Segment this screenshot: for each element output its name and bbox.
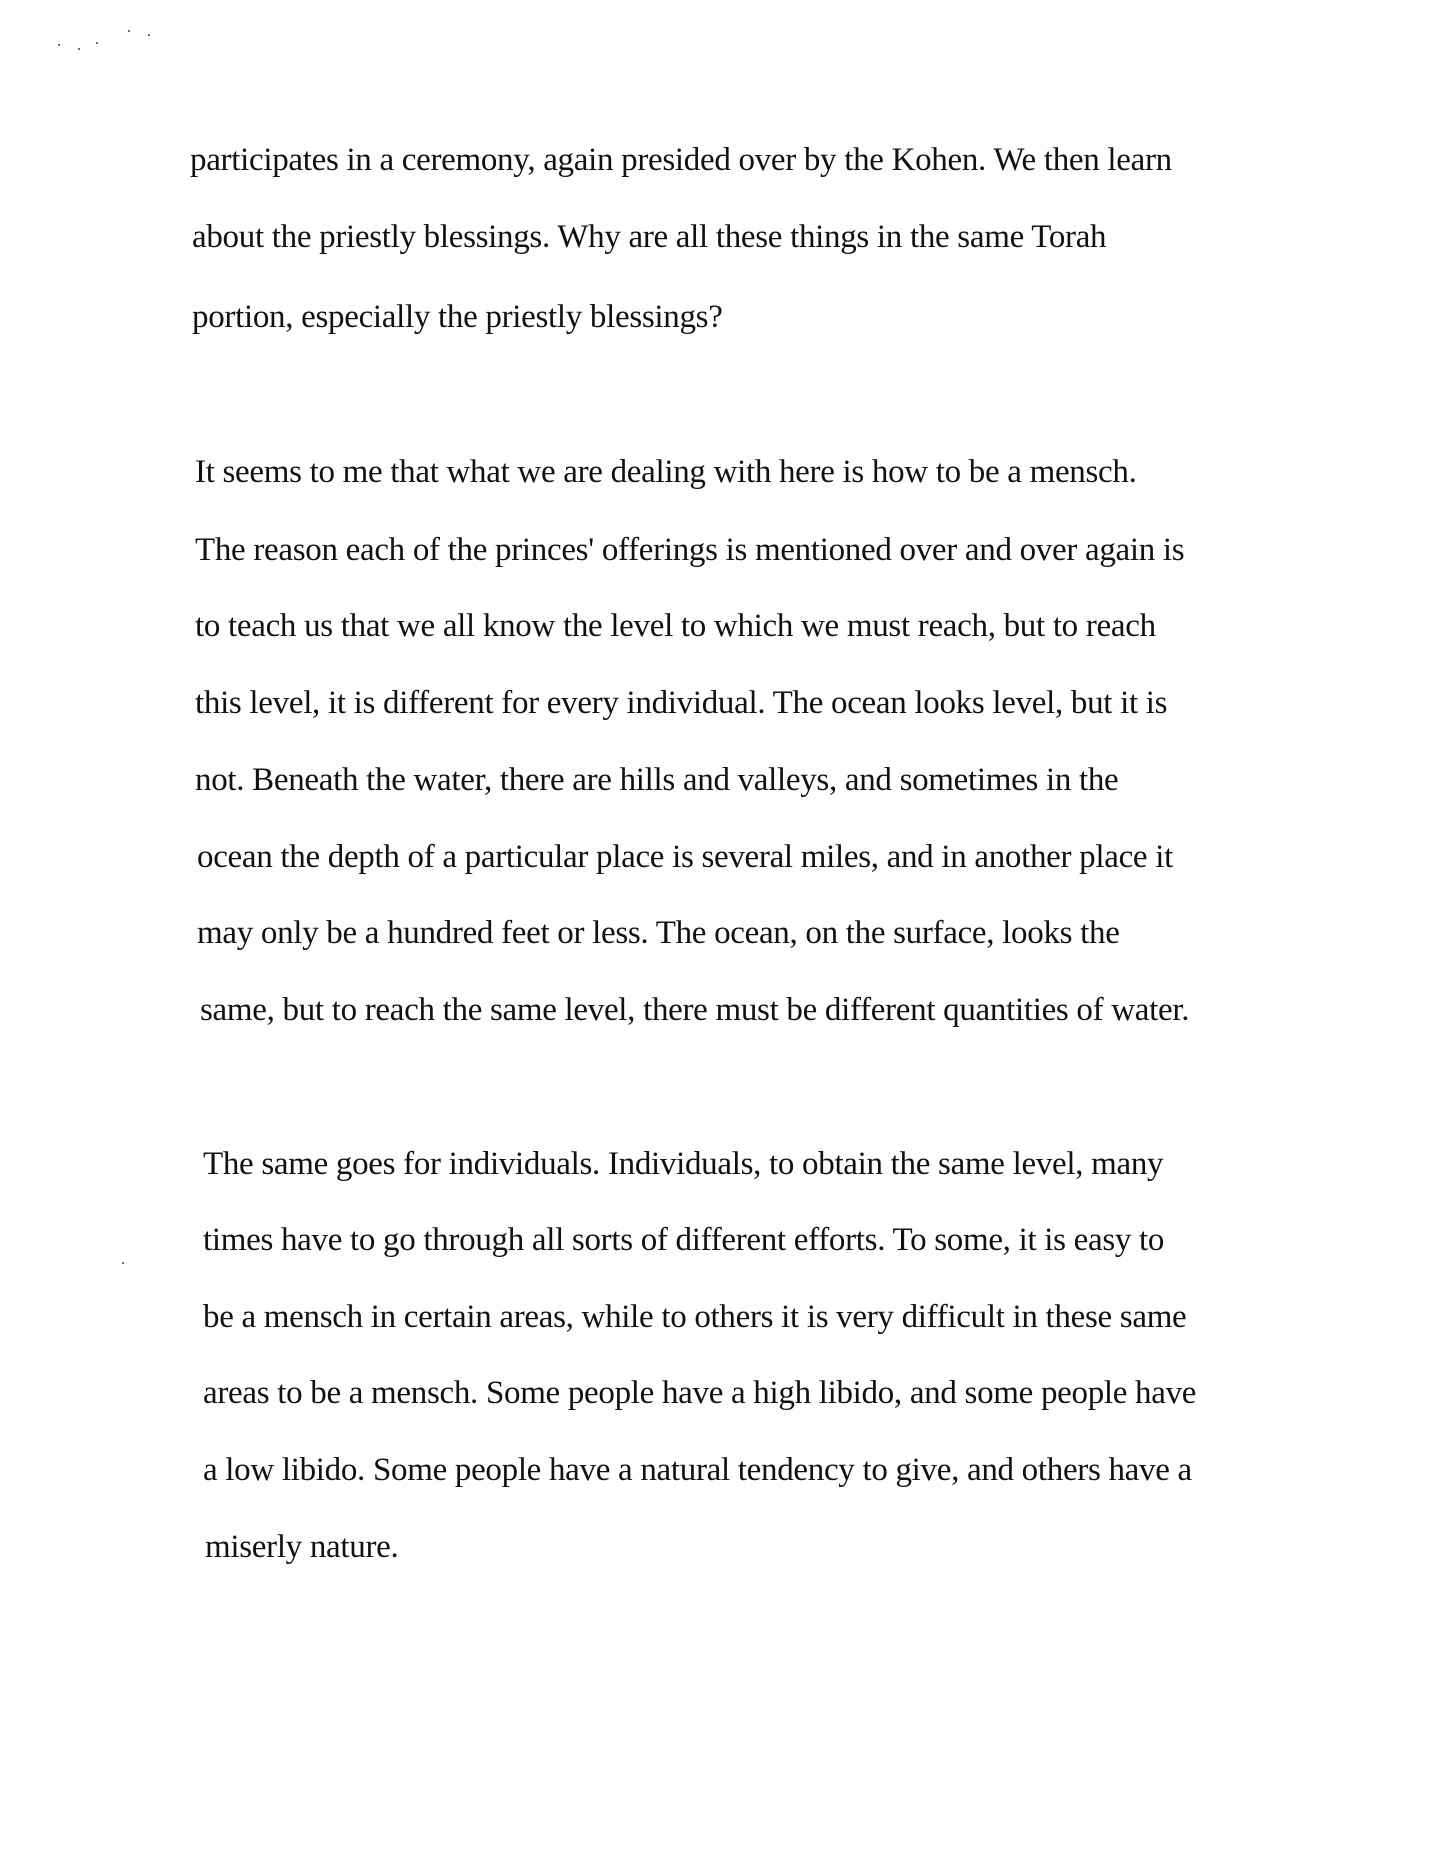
text-line: same, but to reach the same level, there must be different quantities of water.: [200, 992, 1190, 1028]
text-line: this level, it is different for every individual. The ocean looks level, but it is: [195, 685, 1168, 721]
text-line: areas to be a mensch. Some people have a high libido, and some people have: [203, 1375, 1197, 1411]
text-line: be a mensch in certain areas, while to others it is very difficult in these same: [203, 1299, 1187, 1335]
scan-speck: [128, 30, 130, 32]
text-line: ocean the depth of a particular place is several miles, and in another place it: [197, 839, 1173, 875]
scan-speck: [58, 44, 60, 46]
text-line: The reason each of the princes' offerings is mentioned over and over again is: [195, 532, 1185, 568]
scan-speck: [148, 34, 150, 36]
scan-speck: [78, 48, 80, 50]
text-line: participates in a ceremony, again presided over by the Kohen. We then learn: [190, 142, 1172, 178]
text-line: The same goes for individuals. Individuals, to obtain the same level, many: [203, 1146, 1164, 1182]
text-line: may only be a hundred feet or less. The ocean, on the surface, looks the: [197, 915, 1120, 951]
text-line: times have to go through all sorts of different efforts. To some, it is easy to: [203, 1222, 1165, 1258]
text-line: portion, especially the priestly blessings?: [192, 299, 723, 335]
text-line: It seems to me that what we are dealing with here is how to be a mensch.: [195, 454, 1137, 490]
text-line: not. Beneath the water, there are hills and valleys, and sometimes in the: [195, 762, 1119, 798]
text-line: to teach us that we all know the level to which we must reach, but to reach: [195, 608, 1156, 644]
text-line: a low libido. Some people have a natural tendency to give, and others have a: [203, 1452, 1192, 1488]
text-line: miserly nature.: [205, 1529, 399, 1565]
text-line: about the priestly blessings. Why are all these things in the same Torah: [192, 219, 1107, 255]
scan-speck: [96, 42, 98, 44]
scan-speck: [122, 1262, 124, 1264]
